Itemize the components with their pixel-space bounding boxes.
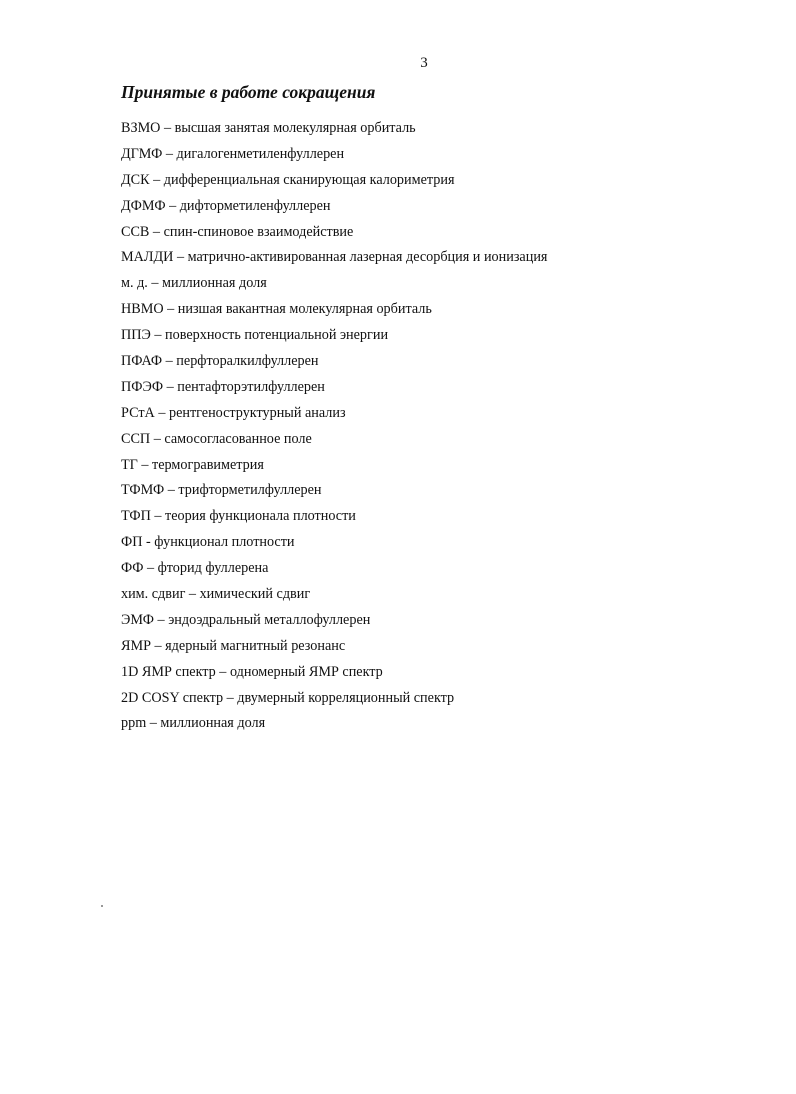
scan-speck <box>101 905 103 907</box>
abbreviation-item: ППЭ – поверхность потенциальной энергии <box>121 327 389 344</box>
abbreviation-item: м. д. – миллионная доля <box>121 275 267 292</box>
abbreviation-item: ПФЭФ – пентафторэтилфуллерен <box>121 378 325 395</box>
abbreviation-item: ССВ – спин-спиновое взаимодействие <box>121 223 354 240</box>
abbreviation-item: ДСК – дифференциальная сканирующая калориметрия <box>121 171 455 188</box>
abbreviation-item: РСтА – рентгеноструктурный анализ <box>121 404 346 421</box>
section-title: Принятые в работе сокращения <box>121 82 376 102</box>
abbreviation-item: ССП – самосогласованное поле <box>121 430 312 447</box>
abbreviation-item: ДФМФ – дифторметиленфуллерен <box>121 197 331 214</box>
abbreviation-item: хим. сдвиг – химический сдвиг <box>121 586 311 603</box>
abbreviation-item: ПФАФ – перфторалкилфуллерен <box>121 353 319 370</box>
abbreviation-item: 2D COSY спектр – двумерный корреляционный спектр <box>121 689 455 706</box>
abbreviation-item: ДГМФ – дигалогенметиленфуллерен <box>121 145 345 162</box>
abbreviation-item: НВМО – низшая вакантная молекулярная орбиталь <box>121 301 432 318</box>
abbreviation-item: ФП - функционал плотности <box>121 534 295 551</box>
abbreviation-item: 1D ЯМР спектр – одномерный ЯМР спектр <box>121 663 383 680</box>
abbreviation-item: ФФ – фторид фуллерена <box>121 560 269 577</box>
abbreviation-item: МАЛДИ – матрично-активированная лазерная десорбция и ионизация <box>121 249 548 266</box>
abbreviation-item: ВЗМО – высшая занятая молекулярная орбиталь <box>121 120 416 136</box>
abbreviation-item: ТФП – теория функционала плотности <box>121 508 356 525</box>
abbreviation-item: ppm – миллионная доля <box>121 715 266 732</box>
abbreviation-item: ТФМФ – трифторметилфуллерен <box>121 482 322 499</box>
abbreviation-list <box>121 118 761 739</box>
abbreviation-item: ЭМФ – эндоэдральный металлофуллерен <box>121 611 371 628</box>
abbreviation-item: ЯМР – ядерный магнитный резонанс <box>121 637 346 654</box>
abbreviation-item: ТГ – термогравиметрия <box>121 456 264 473</box>
page-number: 3 <box>420 55 428 71</box>
